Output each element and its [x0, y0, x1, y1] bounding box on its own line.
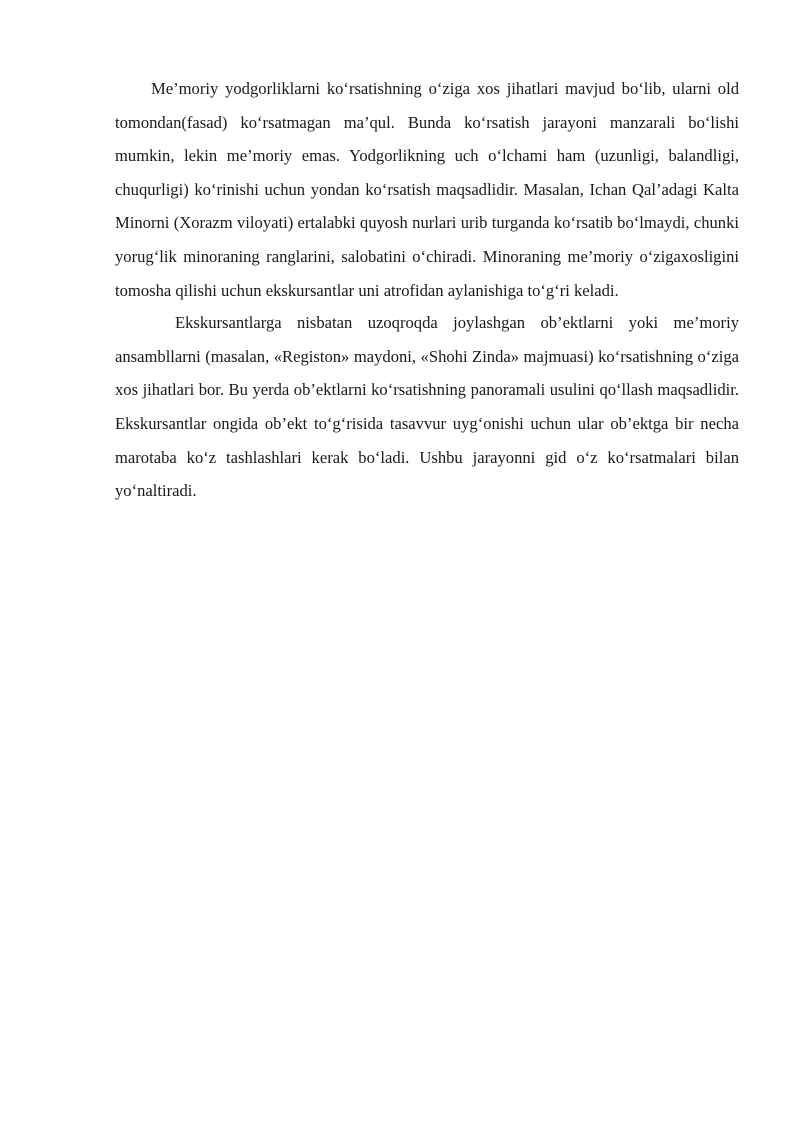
- body-text: [115, 72, 739, 508]
- paragraph-architectural-monuments: Me’moriy yodgorliklarni ko‘rsatishning o‘ziga xos jihatlari mavjud bo‘lib, ularni old tomondan(fasad) ko‘rsatmagan ma’qul. Bunda ko‘rsatish jarayoni manzarali bo‘lishi mumkin, lekin me’moriy emas. Yodgorlikning uch o‘lchami ham (uzunligi, balandligi, chuqurligi) ko‘rinishi uchun yondan ko‘rsatish maqsadlidir. Masalan, Ichan Qal’adagi Kalta Minorni (Xorazm viloyati) ertalabki quyosh nurlari urib turganda ko‘rsatib bo‘lmaydi, chunki yorug‘lik minoraning ranglarini, salobatini o‘chiradi. Minoraning me’moriy o‘zigaxosligini tomosha qilishi uchun ekskursantlar uni atrofidan aylanishiga to‘g‘ri keladi.: [115, 79, 739, 300]
- paragraph-distant-objects: Ekskursantlarga nisbatan uzoqroqda joylashgan ob’ektlarni yoki me’moriy ansambllarni (masalan, «Registon» maydoni, «Shohi Zinda» majmuasi) ko‘rsatishning o‘ziga xos jihatlari bor. Bu yerda ob’ektlarni ko‘rsatishning panoramali usulini qo‘llash maqsadlidir. Ekskursantlar ongida ob’ekt to‘g‘risida tasavvur uyg‘onishi uchun ular ob’ektga bir necha marotaba ko‘z tashlashlari kerak bo‘ladi. Ushbu jarayonni gid o‘z ko‘rsatmalari bilan yo‘naltiradi.: [115, 313, 739, 501]
